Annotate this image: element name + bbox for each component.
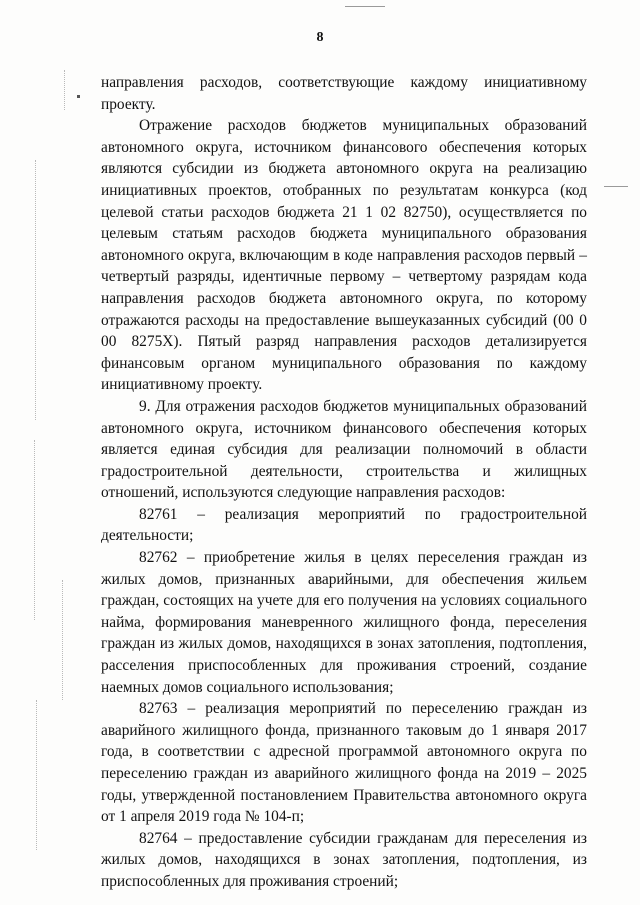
page-number: 8 <box>316 30 324 45</box>
scan-margin-line <box>64 70 65 110</box>
scan-speck <box>345 6 385 7</box>
scan-margin-line <box>62 580 63 700</box>
scan-speck <box>77 95 80 98</box>
scan-margin-line <box>35 160 36 420</box>
paragraph: 82762 – приобретение жилья в целях переселения граждан из жилых домов, признанных аварийными, для обеспечения жильем граждан, состоящих на учете для его получения на условиях социального найма, формирования маневренного жилищного фонда, переселения граждан из жилых домов, находящихся в зонах затопления, подтопления, расселения приспособленных для проживания строений, создание наемных домов социального использования; <box>101 549 587 696</box>
paragraph: 82763 – реализация мероприятий по переселению граждан из аварийного жилищного фонда, признанного таковым до 1 января 2017 года, в соответствии с адресной программой автономного округа по переселению граждан из аварийного жилищного фонда на 2019 – 2025 годы, утвержденной постановлением Правительства автономного округа от 1 апреля 2019 года № 104-п; <box>101 700 587 826</box>
document-body <box>101 72 587 893</box>
paragraph: направления расходов, соответствующие каждому инициативному проекту. <box>101 74 587 113</box>
paragraph: Отражение расходов бюджетов муниципальных образований автономного округа, источником финансового обеспечения которых являются субсидии из бюджета автономного округа на реализацию инициативных проектов, отобранных по результатам конкурса (код целевой статьи расходов бюджета 21 1 02 82750), осуществляется по целевым статьям расходов бюджета муниципального образования автономного округа, включающим в коде направления расходов первый – четвертый разряды, идентичные первому – четвертому разрядам кода направления расходов бюджета автономного округа, по которому отражаются расходы на предоставление вышеуказанных субсидий (00 0 00 8275Х). Пятый разряд направления расходов детализируется финансовым органом муниципального образования по каждому инициативному проекту. <box>101 117 587 394</box>
paragraph: 9. Для отражения расходов бюджетов муниципальных образований автономного округа, источником финансового обеспечения которых является единая субсидия для реализации полномочий в области градостроительной деятельности, строительства и жилищных отношений, используются следующие направления расходов: <box>101 397 587 502</box>
scan-margin-line <box>36 700 37 850</box>
scan-margin-line <box>34 440 35 620</box>
scan-speck <box>604 186 628 187</box>
paragraph: 82761 – реализация мероприятий по градостроительной деятельности; <box>101 505 587 545</box>
paragraph: 82764 – предоставление субсидии гражданам для переселения из жилых домов, находящихся в зонах затопления, подтопления, из приспособленных для проживания строений; <box>101 829 587 890</box>
